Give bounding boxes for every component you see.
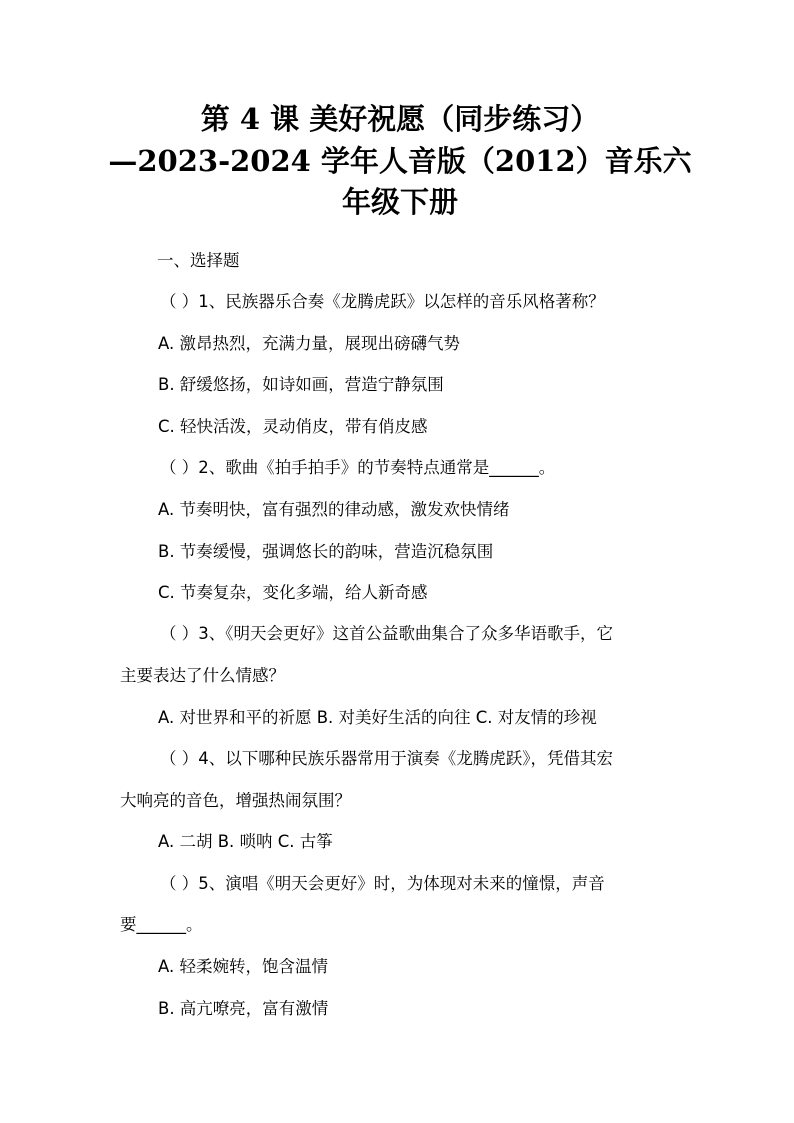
question-1-stem: （ ）1、民族器乐合奏《龙腾虎跃》以怎样的音乐风格著称？ bbox=[160, 292, 605, 311]
question-4-stem-line-1: （ ）4、以下哪种民族乐器常用于演奏《龙腾虎跃》，凭借其宏 bbox=[160, 749, 613, 768]
question-2-stem: （ ）2、歌曲《拍手拍手》的节奏特点通常是______。 bbox=[160, 458, 556, 477]
title-line-2: —2023-2024 学年人音版（2012）音乐六 bbox=[108, 144, 692, 178]
section-heading: 一、选择题 bbox=[157, 251, 240, 270]
title-line-1: 第 4 课 美好祝愿（同步练习） bbox=[200, 102, 600, 136]
question-5-option-b: B. 高亢嘹亮，富有激情 bbox=[158, 999, 329, 1018]
question-3-stem-line-1: （ ）3、《明天会更好》这首公益歌曲集合了众多华语歌手，它 bbox=[160, 624, 613, 643]
question-4-options: A. 二胡 B. 唢呐 C. 古筝 bbox=[158, 832, 333, 851]
question-5-stem-line-1: （ ）5、演唱《明天会更好》时，为体现对未来的憧憬，声音 bbox=[160, 874, 605, 893]
question-3-stem-line-2: 主要表达了什么情感？ bbox=[120, 666, 285, 685]
question-2-option-c: C. 节奏复杂，变化多端，给人新奇感 bbox=[158, 583, 428, 602]
question-5-stem-line-2: 要______。 bbox=[120, 915, 203, 934]
question-2-option-a: A. 节奏明快，富有强烈的律动感，激发欢快情绪 bbox=[158, 500, 510, 519]
question-2-option-b: B. 节奏缓慢，强调悠长的韵味，营造沉稳氛围 bbox=[158, 542, 494, 561]
question-1-option-a: A. 激昂热烈，充满力量，展现出磅礴气势 bbox=[158, 334, 460, 353]
question-3-options: A. 对世界和平的祈愿 B. 对美好生活的向往 C. 对友情的珍视 bbox=[158, 708, 597, 727]
title-line-3: 年级下册 bbox=[341, 185, 458, 219]
question-4-stem-line-2: 大响亮的音色，增强热闹氛围？ bbox=[120, 791, 351, 810]
question-1-option-c: C. 轻快活泼，灵动俏皮，带有俏皮感 bbox=[158, 417, 428, 436]
question-1-option-b: B. 舒缓悠扬，如诗如画，营造宁静氛围 bbox=[158, 375, 444, 394]
question-5-option-a: A. 轻柔婉转，饱含温情 bbox=[158, 957, 328, 976]
